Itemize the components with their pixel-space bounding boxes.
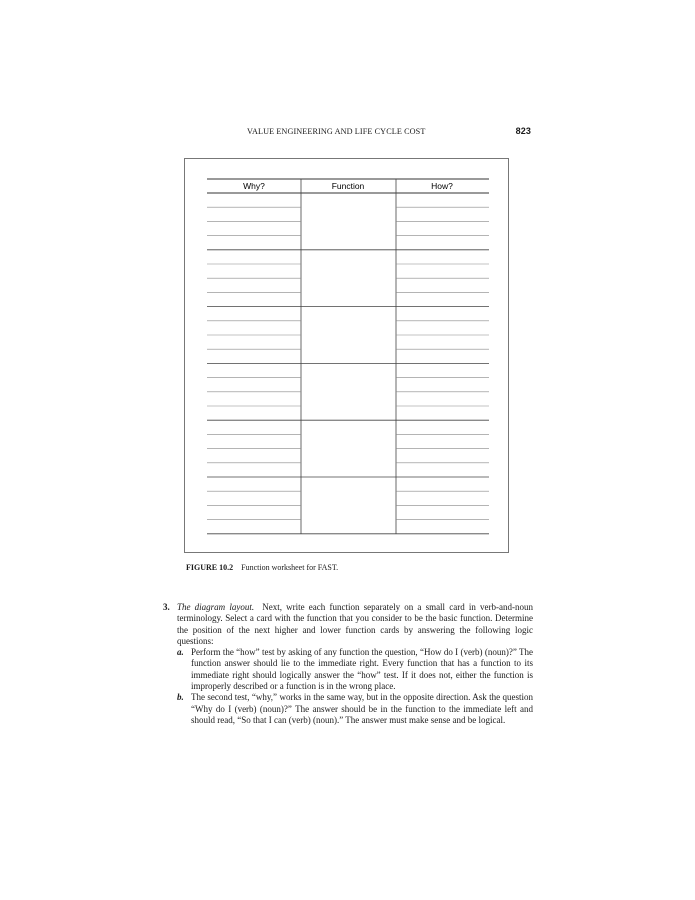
sub-item-letter: a. bbox=[177, 647, 184, 658]
sub-item-text: Perform the “how” test by asking of any function the question, “How do I (verb) (noun)?” The function answer should lie to the immediate right. Every function that has a function to its immediate right should logically answer the “how” test. If it does not, either the function is improperly described or a function is in the wrong place. bbox=[191, 647, 533, 692]
figure-caption bbox=[186, 563, 338, 572]
sub-item-b bbox=[177, 692, 533, 726]
item-text: Next, write each function separately on a small card in verb-and-noun terminology. Select a card with the function that you consider to be the basic function. Determine the position of the next higher and lower function cards by answering the following logic questions: bbox=[177, 602, 534, 646]
list-item-3 bbox=[163, 602, 533, 726]
column-header-why: Why? bbox=[243, 181, 265, 191]
body-text bbox=[163, 602, 533, 726]
page-number: 823 bbox=[515, 126, 531, 136]
column-header-function: Function bbox=[331, 181, 365, 191]
sub-item-letter: b. bbox=[177, 692, 184, 703]
function-worksheet bbox=[185, 159, 510, 554]
sub-item-text: The second test, “why,” works in the same way, but in the opposite direction. Ask the question “Why do I (verb) (noun)?” The answer should be in the function to the immediate left and should read, “So that I can (verb) (noun).” The answer must make sense and be logical. bbox=[191, 692, 533, 725]
running-title: VALUE ENGINEERING AND LIFE CYCLE COST bbox=[247, 127, 426, 136]
item-number: 3. bbox=[163, 602, 170, 612]
figure-frame bbox=[184, 158, 509, 553]
sub-item-a bbox=[177, 647, 533, 692]
running-head bbox=[163, 127, 531, 141]
figure-caption-label: FIGURE 10.2 bbox=[186, 563, 234, 572]
item-paragraph bbox=[177, 602, 533, 647]
item-title: The diagram layout. bbox=[177, 602, 255, 612]
column-header-how: How? bbox=[431, 181, 453, 191]
worksheet-lines bbox=[207, 179, 489, 534]
figure-caption-text: Function worksheet for FAST. bbox=[241, 563, 339, 572]
